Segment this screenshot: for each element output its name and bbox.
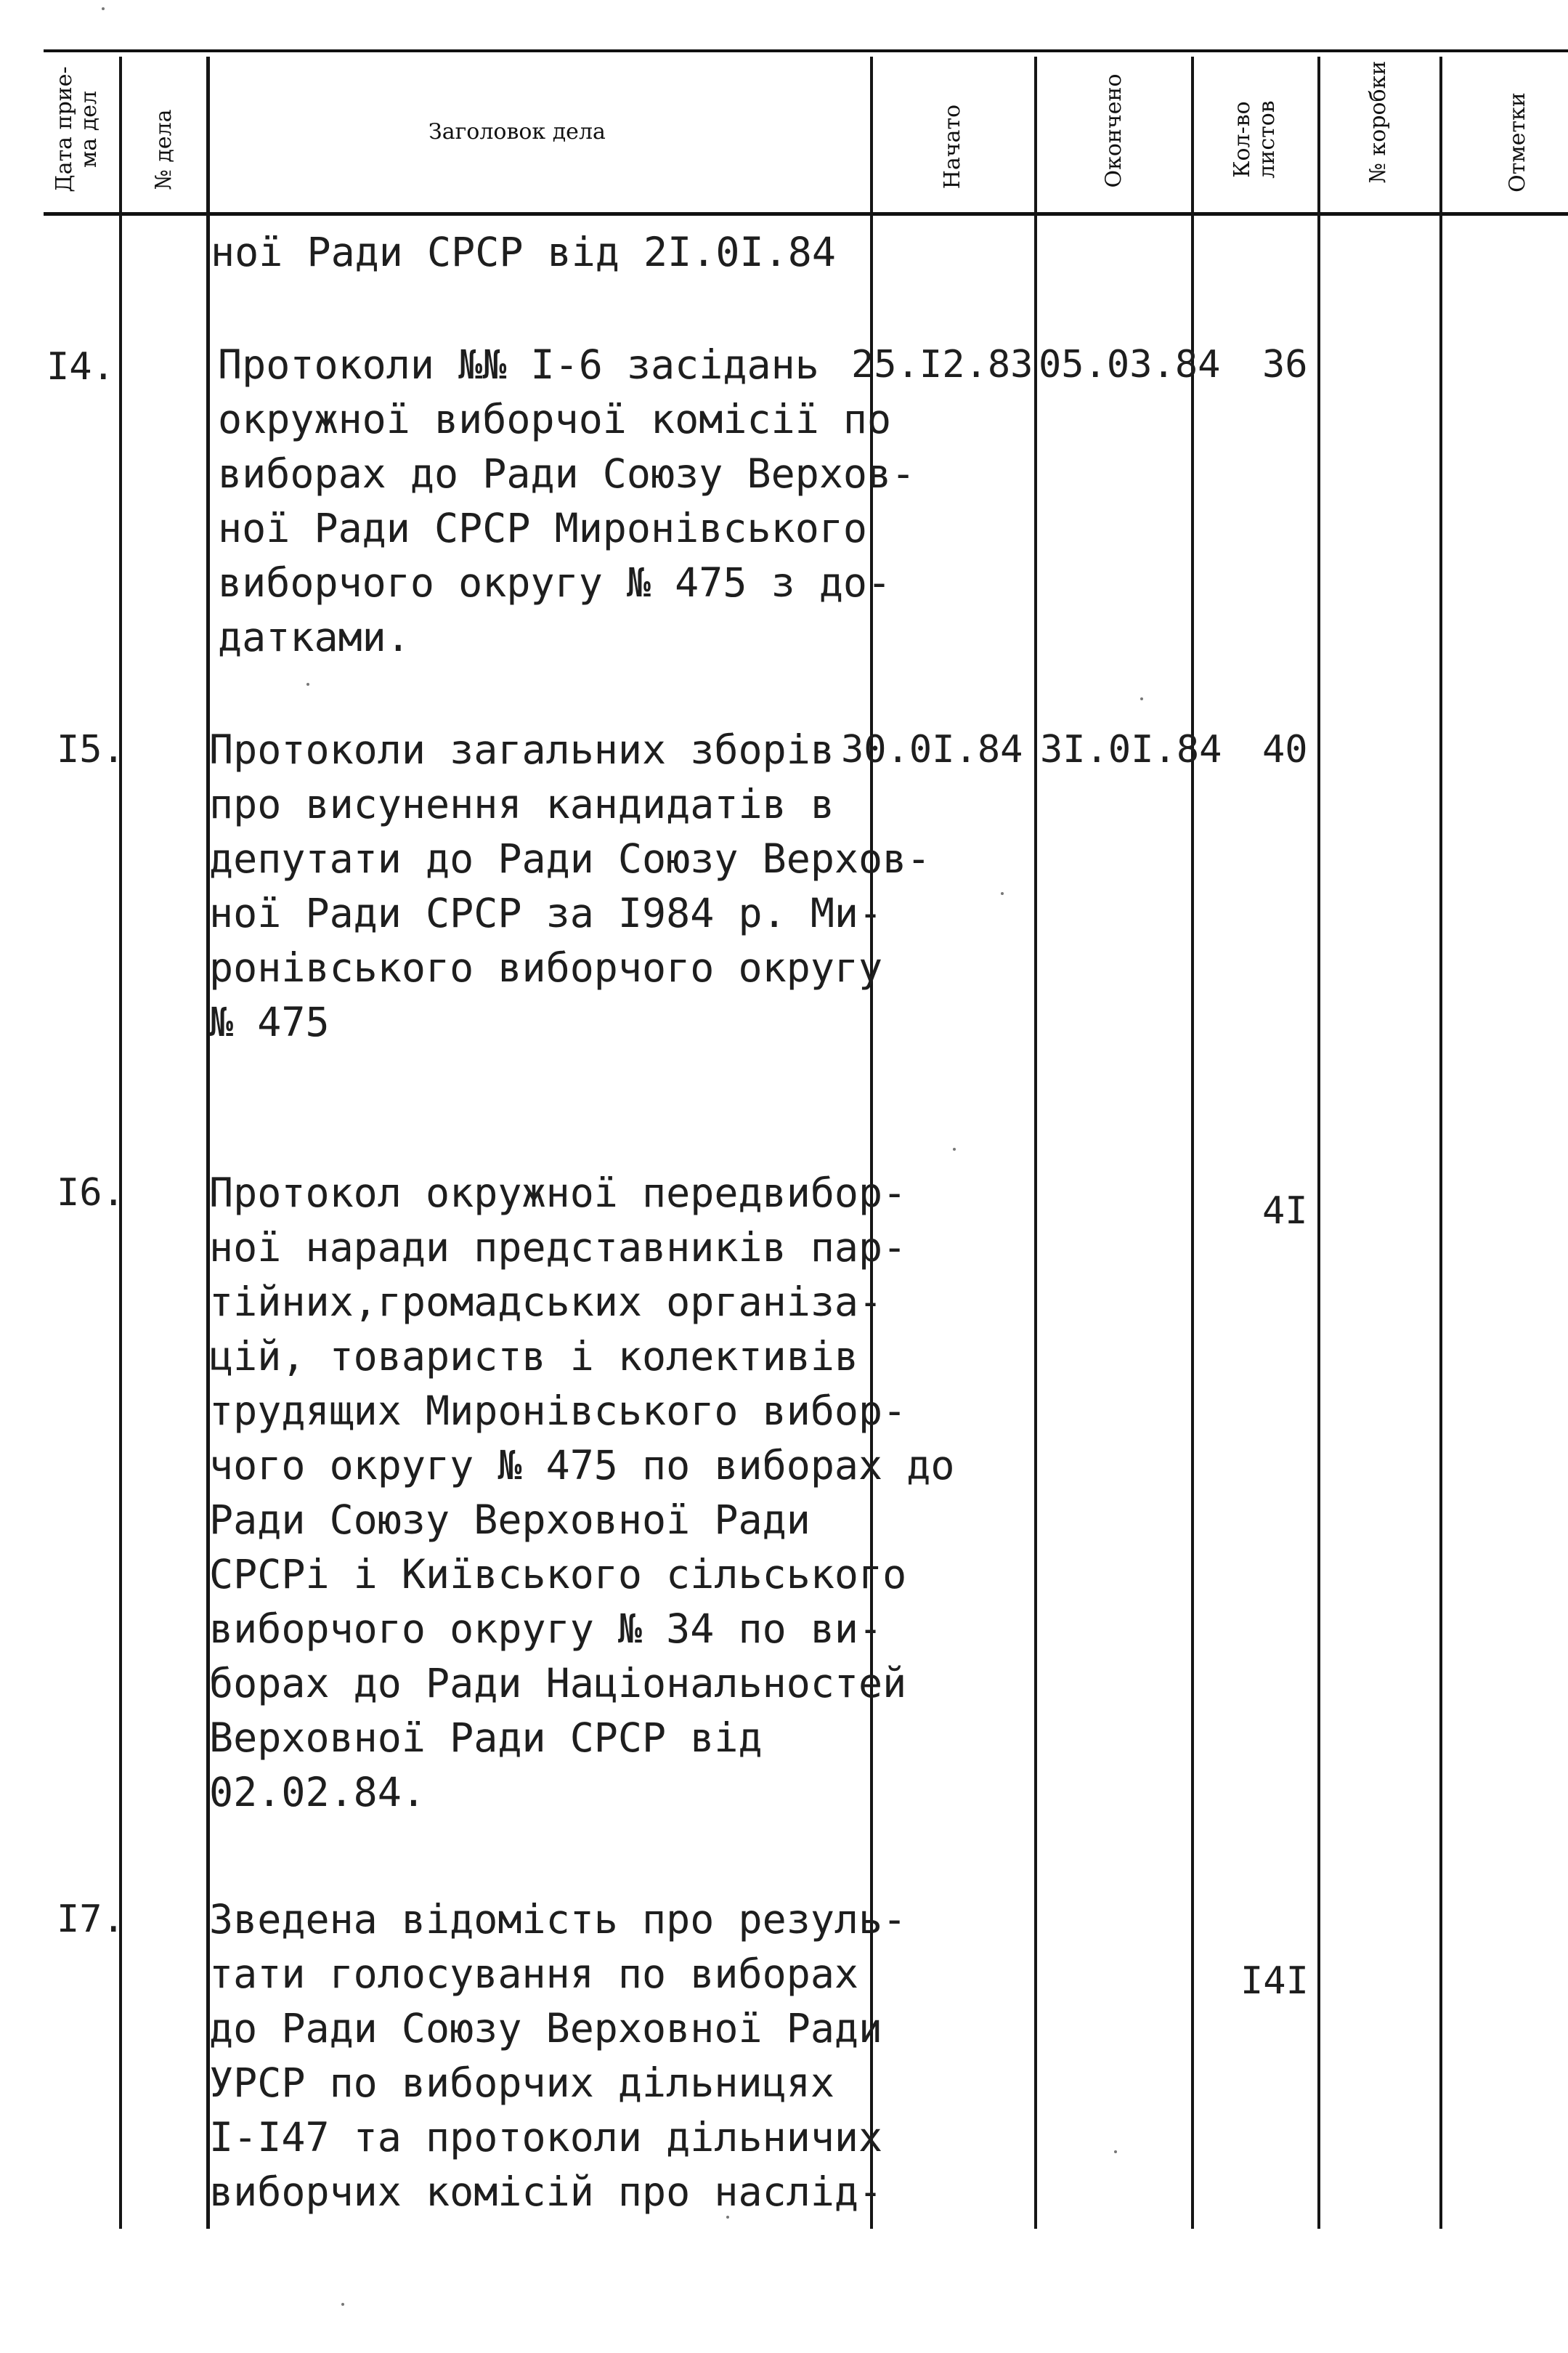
entry-end-date: 05.03.84: [1039, 343, 1221, 386]
header-case-title: Заголовок дела: [428, 119, 606, 145]
header-case-number: № дела: [151, 109, 176, 190]
entry-number: I6.: [57, 1171, 125, 1215]
header-remarks: Отметки: [1505, 92, 1530, 193]
entry-number: I5.: [57, 728, 125, 771]
entry-sheet-count: 36: [1262, 343, 1308, 386]
scan-speck: [1001, 892, 1004, 895]
header-top-border: [44, 49, 1568, 52]
column-divider: [1034, 57, 1037, 2229]
entry-title: Зведена відомість про резуль- тати голосування по виборах до Ради Союзу Верховної Ради УРСР по виборчих дільницях I-I47 та протоколи дільничих виборчих комісій про наслід-: [209, 1896, 907, 2215]
column-divider: [1317, 57, 1320, 2229]
scan-speck: [726, 2216, 729, 2219]
entry-sheet-count: 40: [1262, 728, 1308, 771]
scan-speck: [953, 1148, 956, 1151]
entry-sheet-count: I4I: [1240, 1959, 1309, 2003]
scan-speck: [102, 7, 105, 10]
entry-title: Протокол окружної передвибор- ної наради представників пар- тійних,громадських організа- цій, товариств і колективів трудящих Миронівського вибор- чого округу № 475 по виборах до Ради Союзу Верховної Ради СРСРі і Київського сільського виборчого округу № 34 по ви- борах до Ради Національностей Верховної Ради СРСР від 02.02.84.: [209, 1170, 955, 1815]
entry-end-date: 3I.0I.84: [1040, 728, 1222, 771]
scan-speck: [1140, 697, 1143, 700]
header-started: Начато: [940, 104, 965, 190]
scan-speck: [1114, 2150, 1117, 2153]
scan-speck: [341, 2303, 344, 2306]
entry-sheet-count: 4I: [1262, 1189, 1308, 1233]
entry-number: I4.: [46, 345, 115, 389]
entry-start-date: 30.0I.84: [841, 728, 1023, 771]
entry-title: Протоколи загальних зборів про висунення кандидатів в депутати до Ради Союзу Верхов- ної Ради СРСР за I984 р. Ми- ронівського виборчого округу № 475: [209, 726, 931, 1045]
entry-number: I7.: [57, 1898, 125, 1941]
column-divider: [1439, 57, 1442, 2229]
entry-start-date: 25.I2.83: [851, 343, 1033, 386]
header-finished: Окончено: [1101, 73, 1126, 188]
continuation-text: ної Ради СРСР від 2I.0I.84: [211, 229, 836, 275]
header-bottom-border: [44, 212, 1568, 216]
scan-speck: [306, 683, 309, 686]
entry-title: Протоколи №№ I-6 засідань окружної виборчої комісії по виборах до Ради Союзу Верхов- ної Ради СРСР Миронівського виборчого округу № 475 з до- датками.: [218, 341, 916, 660]
header-date-received: Дата прие- ма дел: [52, 66, 102, 193]
header-sheet-count: Кол-во листов: [1230, 100, 1280, 179]
header-box-number: № коробки: [1365, 60, 1391, 184]
